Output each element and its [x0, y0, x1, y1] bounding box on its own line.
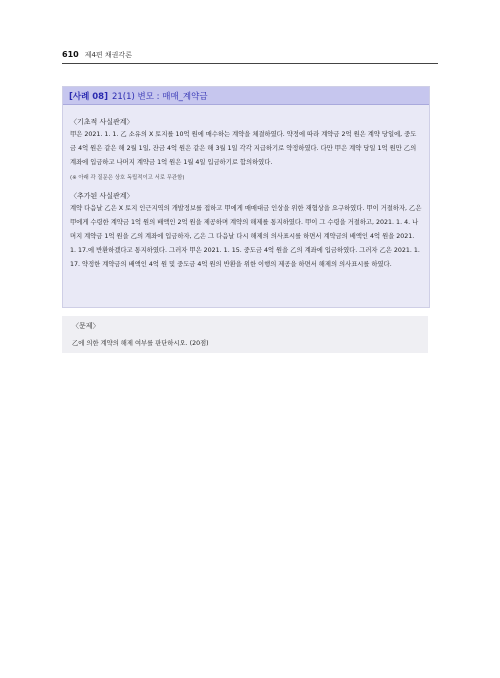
- additional-facts-heading: 〈추가된 사실관계〉: [70, 192, 134, 200]
- problem-text: 乙에 의한 계약의 해제 여부를 판단하시오. (20점): [72, 340, 209, 347]
- case-content: [63, 105, 429, 272]
- case-title: 21(1) 변모 : 매매_계약금: [111, 91, 208, 102]
- page-number: 610: [62, 50, 79, 59]
- case-title-bar: [63, 87, 429, 105]
- problem-box: [62, 316, 428, 353]
- problem-heading: 〈문제〉: [72, 322, 100, 330]
- case-box: [62, 86, 430, 308]
- running-title: 제4편 채권각론: [84, 51, 132, 59]
- case-label: [사례 08]: [69, 91, 108, 102]
- additional-facts-text: 계약 다음날 乙은 X 토지 인근지역의 개발정보를 접하고 甲에게 매매대금 인상을 위한 재협상을 요구하였다. 甲이 거절하자, 乙은 甲에게 수령한 계약금 1억 원의 배액인 2억 원을 제공하며 계약의 해제를 통지하였다. 甲이 그 수령을 거절하고, 2021. 1. 4. 나머지 계약금 1억 원을 乙의 계좌에 입금하자, 乙은 그 다음날 다시 해제의 의사표시를 하면서 계약금의 배액인 4억 원을 2021. 1. 17.에 반환하겠다고 통지하였다. 그러자 甲은 2021. 1. 15. 중도금 4억 원을 乙의 계좌에 입금하였다. 그러자 乙은 2021. 1. 17. 약정한 계약금의 배액인 4억 원 및 중도금 4억 원의 반환을 위한 이행의 제공을 하면서 해제의 의사표시를 하였다.: [70, 205, 422, 268]
- header-rule: [62, 63, 438, 64]
- basic-facts-heading: 〈기초적 사실관계〉: [70, 118, 134, 126]
- basic-facts-text: 甲은 2021. 1. 1. 乙 소유의 X 토지를 10억 원에 매수하는 계약을 체결하였다. 약정에 따라 계약금 2억 원은 계약 당일에, 중도금 4억 원은 같은 해 2월 1일, 잔금 4억 원은 같은 해 3월 1일 각각 지급하기로 약정하였다. 다만 甲은 계약 당일 1억 원만 乙의 계좌에 입금하고 나머지 계약금 1억 원은 1월 4일 입금하기로 합의하였다.: [70, 131, 417, 166]
- page-header: [62, 50, 438, 64]
- independence-note: (※ 아래 각 질문은 상호 독립적이고 서로 무관함): [70, 175, 185, 181]
